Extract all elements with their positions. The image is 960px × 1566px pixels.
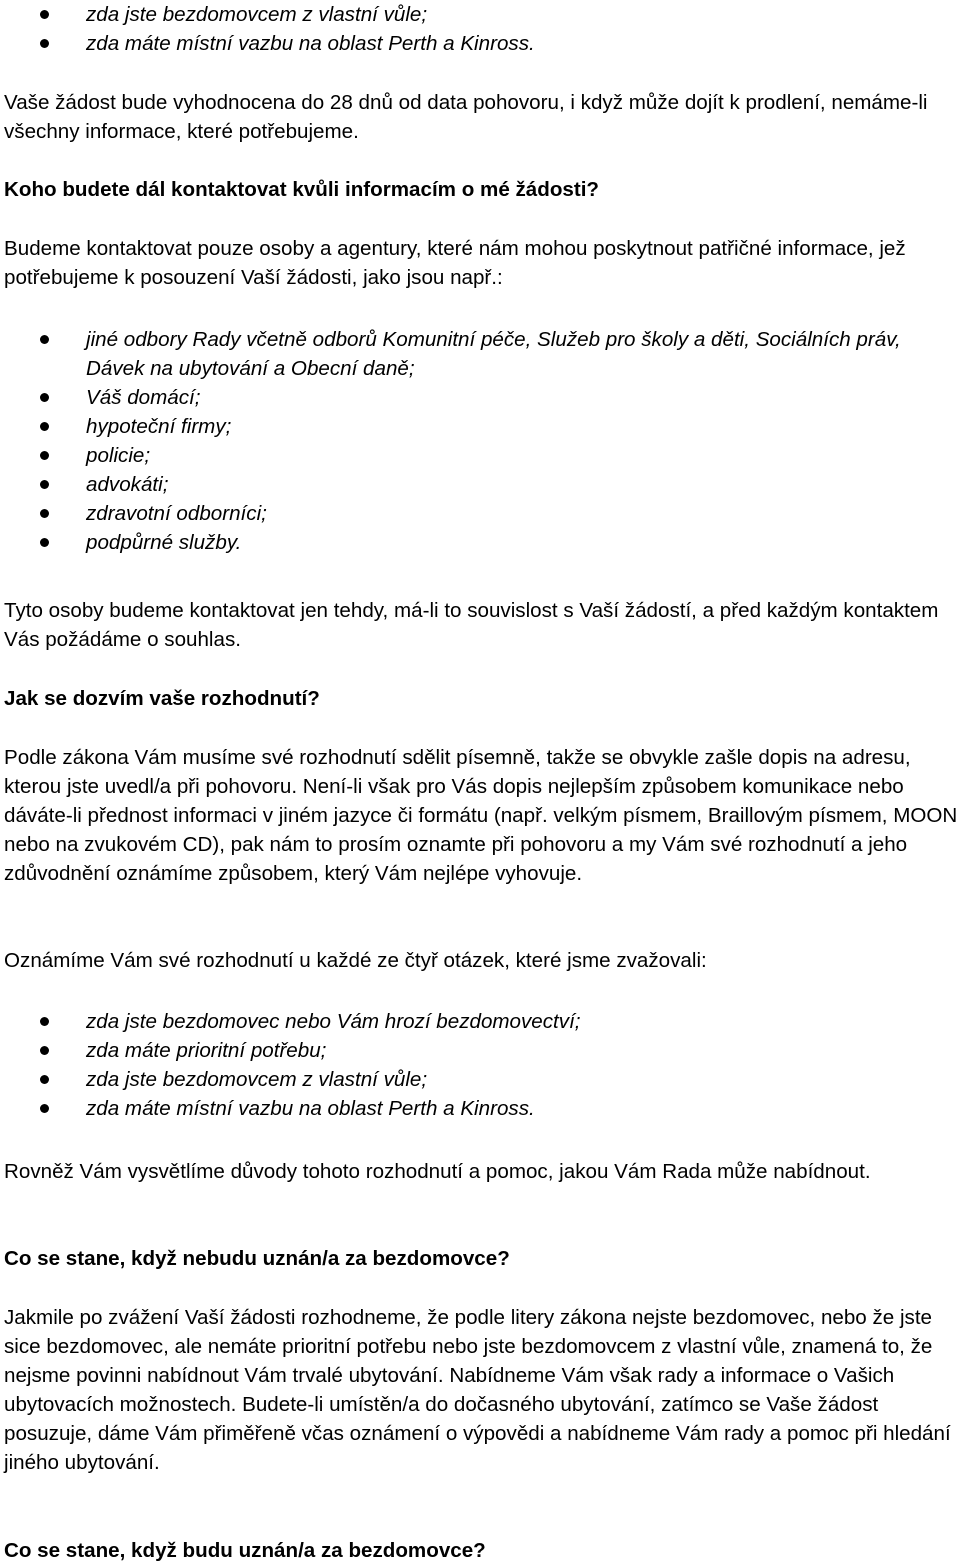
list-item: zda jste bezdomovec nebo Vám hrozí bezdomovectví; <box>4 1007 960 1036</box>
bullet-list-contacts <box>4 325 960 557</box>
heading-contact: Koho budete dál kontaktovat kvůli informacím o mé žádosti? <box>4 178 600 201</box>
list-item: Váš domácí; <box>4 383 960 412</box>
bullet-list-criteria-end <box>4 0 960 58</box>
list-item: zda jste bezdomovcem z vlastní vůle; <box>4 0 960 29</box>
heading-not-homeless: Co se stane, když nebudu uznán/a za bezdomovce? <box>4 1247 510 1270</box>
heading-decision: Jak se dozvím vaše rozhodnutí? <box>4 687 320 710</box>
heading-homeless: Co se stane, když budu uznán/a za bezdomovce? <box>4 1539 486 1562</box>
list-item: zdravotní odborníci; <box>4 499 960 528</box>
paragraph-explain: Rovněž Vám vysvětlíme důvody tohoto rozhodnutí a pomoc, jakou Vám Rada může nabídnout. <box>4 1160 871 1183</box>
paragraph-contact: Budeme kontaktovat pouze osoby a agentury, které nám mohou poskytnout patřičné informace, jež potřebujeme k posouzení Vaší žádosti, jako jsou např.: <box>4 237 906 289</box>
paragraph-decision: Podle zákona Vám musíme své rozhodnutí sdělit písemně, takže se obvykle zašle dopis na adresu, kterou jste uvedl/a při pohovoru. Není-li však pro Vás dopis nejlepším způsobem komunikace nebo dáváte-li přednost informaci v jiném jazyce či formátu (např. velkým písmem, Braillovým písmem, MOON nebo na zvukovém CD), pak nám to prosím oznamte při pohovoru a my Vám své rozhodnutí a jeho zdůvodnění oznámíme způsobem, který Vám nejlépe vyhovuje. <box>4 746 958 885</box>
bullet-list-questions <box>4 1007 960 1123</box>
paragraph-assessment: Vaše žádost bude vyhodnocena do 28 dnů od data pohovoru, i když může dojít k prodlení, nemáme-li všechny informace, které potřebujeme. <box>4 91 928 143</box>
paragraph-consent: Tyto osoby budeme kontaktovat jen tehdy, má-li to souvislost s Vaší žádostí, a před každým kontaktem Vás požádáme o souhlas. <box>4 599 939 651</box>
list-item: zda jste bezdomovcem z vlastní vůle; <box>4 1065 960 1094</box>
list-item: advokáti; <box>4 470 960 499</box>
list-item: zda máte místní vazbu na oblast Perth a Kinross. <box>4 29 960 58</box>
list-item: hypoteční firmy; <box>4 412 960 441</box>
paragraph-not-homeless: Jakmile po zvážení Vaší žádosti rozhodneme, že podle litery zákona nejste bezdomovec, nebo že jste sice bezdomovec, ale nemáte prioritní potřebu nebo jste bezdomovcem z vlastní vůle, znamená to, že nejsme povinni nabídnout Vám trvalé ubytování. Nabídneme Vám však rady a informace o Vašich ubytovacích možnostech. Budete-li umístěn/a do dočasného ubytování, zatímco se Vaše žádost posuzuje, dáme Vám přiměřeně včas oznámení o výpovědi a nabídneme Vám rady a pomoc při hledání jiného ubytování. <box>4 1306 951 1474</box>
list-item: jiné odbory Rady včetně odborů Komunitní péče, Služeb pro školy a děti, Sociálních práv, Dávek na ubytování a Obecní daně; <box>4 325 960 383</box>
paragraph-four-questions: Oznámíme Vám své rozhodnutí u každé ze čtyř otázek, které jsme zvažovali: <box>4 949 707 972</box>
list-item: podpůrné služby. <box>4 528 960 557</box>
list-item: zda máte prioritní potřebu; <box>4 1036 960 1065</box>
list-item: policie; <box>4 441 960 470</box>
list-item: zda máte místní vazbu na oblast Perth a Kinross. <box>4 1094 960 1123</box>
